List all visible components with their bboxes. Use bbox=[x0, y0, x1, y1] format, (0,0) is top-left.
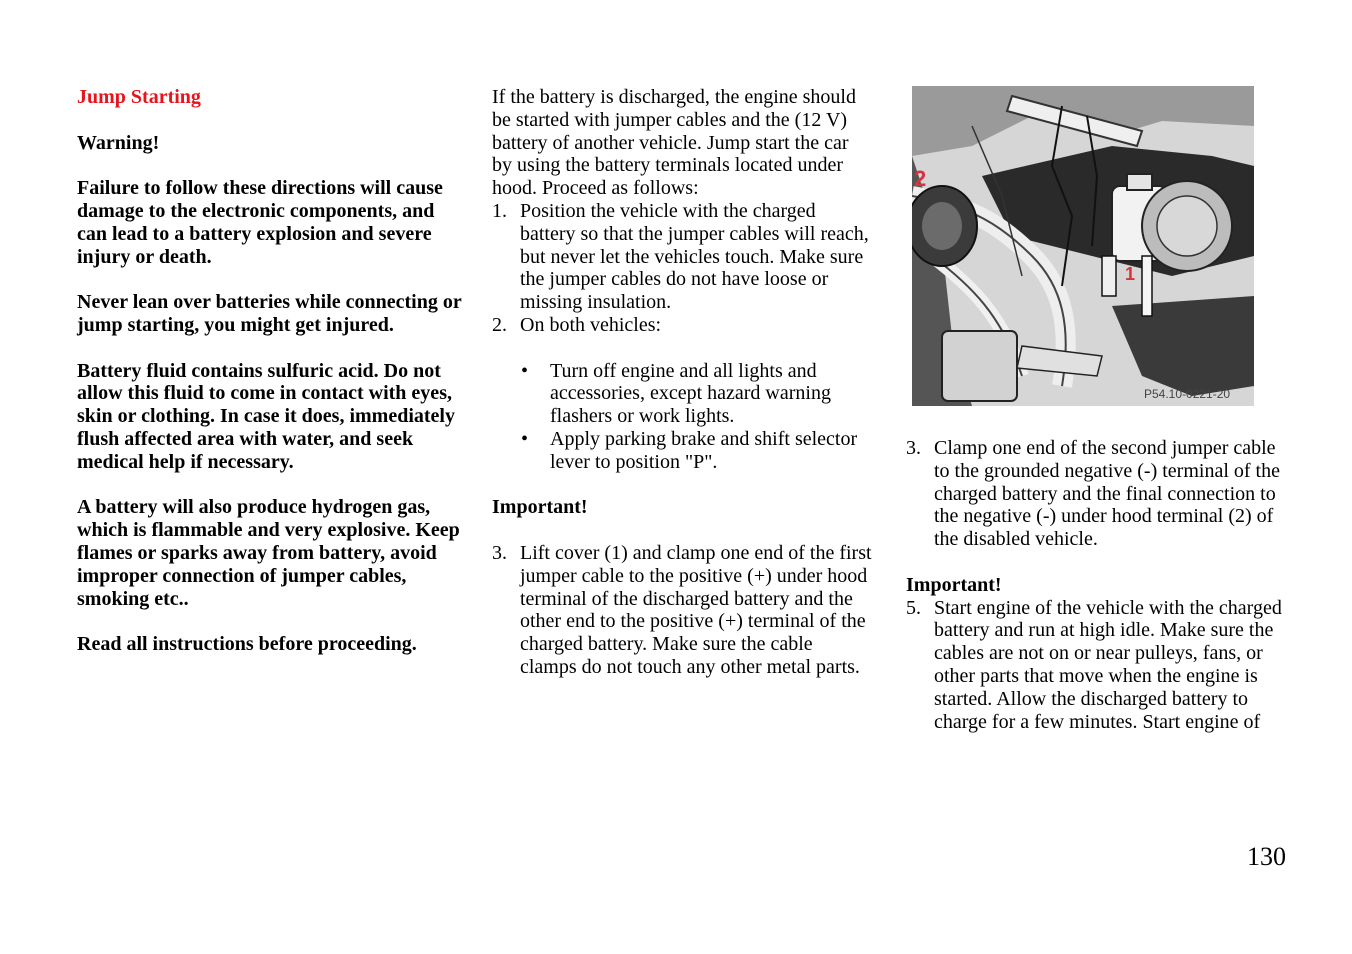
figure-label-2: 2 bbox=[914, 166, 927, 191]
list-item bbox=[906, 437, 1286, 551]
bullet-marker: • bbox=[521, 359, 529, 382]
list-number: 3. bbox=[492, 541, 507, 564]
bullet-item bbox=[492, 360, 872, 428]
list-number: 3. bbox=[906, 437, 921, 459]
list-text: Clamp one end of the second jumper cable to the grounded negative (-) terminal of the charged battery and the final connection to the negative (-) under hood terminal (2) of the disabled vehicle. bbox=[934, 437, 1280, 551]
bullet-text: Apply parking brake and shift selector lever to position "P". bbox=[550, 427, 858, 473]
list-item bbox=[492, 200, 872, 314]
warning-paragraph: Read all instructions before proceeding. bbox=[77, 633, 417, 656]
engine-bay-figure bbox=[912, 86, 1254, 406]
list-text: Start engine of the vehicle with the charged battery and run at high idle. Make sure the cables are not on or near pulleys, fans, or other parts that move when the engine is started. Allow the discharged battery to charge for a few minutes. Start engine of bbox=[934, 596, 1282, 733]
list-number: 2. bbox=[492, 313, 507, 336]
warning-label: Warning! bbox=[77, 131, 160, 154]
instructions-column bbox=[492, 86, 872, 679]
figure-code: P54.10-0221-20 bbox=[1144, 387, 1231, 401]
figure-label-1: 1 bbox=[1125, 264, 1136, 284]
warning-column bbox=[77, 86, 462, 679]
intro-paragraph: If the battery is discharged, the engine should be started with jumper cables and the (12 V) battery of another vehicle. Jump start the car by using the battery terminals located under hood. Proceed as follows: bbox=[492, 86, 856, 200]
list-item bbox=[492, 542, 872, 679]
list-item bbox=[906, 597, 1286, 734]
warning-paragraph: Battery fluid contains sulfuric acid. Do not allow this fluid to come in contact with eyes, skin or clothing. In case it does, immediately flush affected area with water, and seek medical help if necessary. bbox=[77, 359, 455, 473]
instructions-column-continued bbox=[906, 437, 1286, 733]
list-item bbox=[492, 314, 872, 337]
list-text: Lift cover (1) and clamp one end of the first jumper cable to the positive (+) under hood terminal of the discharged battery and the other end to the positive (+) terminal of the charged battery. Make sure the cable clamps do not touch any other metal parts. bbox=[520, 541, 872, 678]
warning-paragraph: Failure to follow these directions will cause damage to the electronic components, and can lead to a battery explosion and severe injury or death. bbox=[77, 177, 443, 268]
page-number: 130 bbox=[1247, 842, 1286, 871]
warning-paragraph: Never lean over batteries while connecting or jump starting, you might get injured. bbox=[77, 291, 462, 336]
list-number: 5. bbox=[906, 596, 921, 619]
section-title: Jump Starting bbox=[77, 86, 201, 108]
warning-paragraph: A battery will also produce hydrogen gas, which is flammable and very explosive. Keep flames or sparks away from battery, avoid improper connection of jumper cables, smoking etc.. bbox=[77, 496, 460, 610]
important-label: Important! bbox=[906, 573, 1002, 596]
list-text: Position the vehicle with the charged battery so that the jumper cables will reach, but never let the vehicles touch. Make sure the jumper cables do not have loose or missing insulation. bbox=[520, 199, 869, 314]
list-number: 1. bbox=[492, 199, 507, 222]
bullet-text: Turn off engine and all lights and accessories, except hazard warning flashers or work lights. bbox=[550, 359, 831, 428]
bullet-item bbox=[492, 428, 872, 474]
important-label: Important! bbox=[492, 496, 588, 519]
list-text: On both vehicles: bbox=[520, 313, 662, 336]
bullet-marker: • bbox=[521, 427, 529, 450]
